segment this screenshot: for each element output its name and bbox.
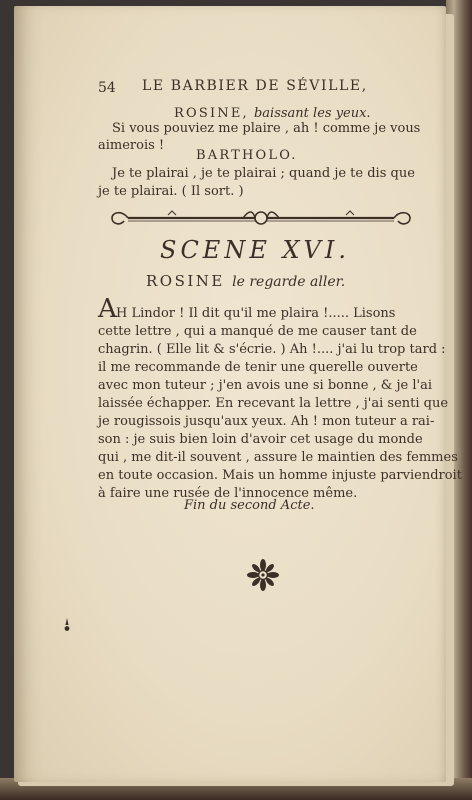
monologue-line: je rougissois jusqu'aux yeux. Ah ! mon tuteur a rai- bbox=[98, 414, 435, 429]
monologue-line: H Lindor ! Il dit qu'il me plaira !..... Lisons bbox=[116, 306, 396, 321]
monologue-line: laissée échapper. En recevant la lettre , j'ai senti que bbox=[98, 396, 449, 411]
monologue-line: à faire une rusée de l'innocence même. bbox=[98, 486, 358, 501]
stage-direction: baissant les yeux. bbox=[253, 106, 371, 121]
scrollwork-ornament bbox=[108, 208, 414, 228]
ink-spot bbox=[64, 618, 70, 632]
flower-fleuron-icon bbox=[246, 558, 280, 592]
page-number: 54 bbox=[98, 80, 116, 96]
scene-speaker-line bbox=[146, 272, 345, 290]
book-page bbox=[14, 6, 462, 782]
speaker-name: ROSINE, bbox=[174, 106, 249, 121]
speech-line: je te plairai. ( Il sort. ) bbox=[98, 184, 244, 199]
running-title: LE BARBIER DE SÉVILLE, bbox=[142, 78, 368, 94]
speaker-name: ROSINE bbox=[146, 272, 225, 290]
monologue-line: qui , me dit-il souvent , assure le maintien des femmes bbox=[98, 450, 458, 465]
stage-direction: le regarde aller. bbox=[232, 274, 346, 290]
monologue-line: cette lettre , qui a manqué de me causer tant de bbox=[98, 324, 417, 339]
monologue-line: chagrin. ( Elle lit & s'écrie. ) Ah !.... j'ai lu trop tard : bbox=[98, 342, 446, 357]
speech-line: Si vous pouviez me plaire , ah ! comme je vous bbox=[112, 121, 421, 136]
speech-line: Je te plairai , je te plairai ; quand je te dis que bbox=[112, 166, 415, 181]
speech-line: aimerois ! bbox=[98, 138, 165, 153]
drop-cap: A bbox=[98, 294, 117, 324]
monologue-line: son : je suis bien loin d'avoir cet usage du monde bbox=[98, 432, 423, 447]
act-end-note: Fin du second Acte. bbox=[184, 498, 315, 513]
monologue-line: il me recommande de tenir une querelle ouverte bbox=[98, 360, 418, 375]
speaker-name-bartholo: BARTHOLO. bbox=[196, 148, 298, 163]
monologue-line: avec mon tuteur ; j'en avois une si bonne , & je l'ai bbox=[98, 378, 433, 393]
monologue-line: en toute occasion. Mais un homme injuste parviendroit bbox=[98, 468, 462, 483]
scene-title: SCENE XVI. bbox=[160, 236, 350, 264]
speaker-line-rosine bbox=[174, 102, 371, 121]
